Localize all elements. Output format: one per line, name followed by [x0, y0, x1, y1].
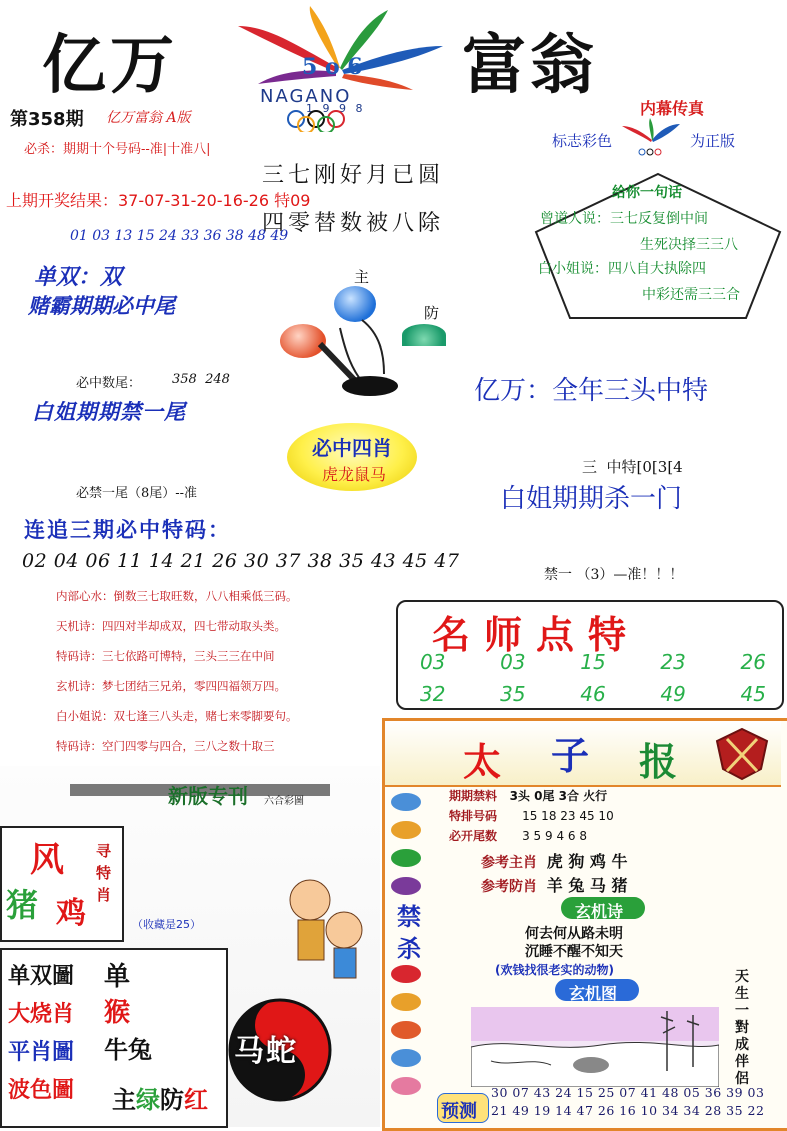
list-item: 波色圖	[8, 1078, 75, 1103]
taizi-title-1: 太	[463, 739, 502, 784]
taizi-panel	[382, 718, 787, 1131]
picture-title: 玄机图	[569, 984, 618, 1003]
poem-hint: (欢钱找很老实的动物)	[495, 963, 614, 977]
zodiac-animal-icon	[391, 993, 421, 1011]
verse-4: 玄机诗：梦七团结三兄弟，零四四福领万四。	[56, 679, 286, 693]
forbid-tail-note: 必禁一尾（8尾）--准	[76, 486, 198, 501]
must-tail-label: 必中数尾：	[76, 376, 142, 391]
poem-line-b: 沉睡不醒不知天	[525, 944, 623, 960]
ball-stand-icon	[300, 314, 400, 398]
taizi-row-2: 特排号码 15 18 23 45 10	[449, 809, 614, 823]
box-side-text: 寻特肖	[96, 842, 112, 904]
master-pick: 03	[500, 650, 526, 674]
predict-row-2: 21 49 19 14 47 26 16 10 34 34 28 35 22	[491, 1103, 765, 1118]
zodiac-animal-icon	[391, 965, 421, 983]
box-chicken: 鸡	[56, 896, 86, 931]
zodiac-animal-icon	[391, 1049, 421, 1067]
title-right: 富翁	[462, 28, 598, 103]
predict-row-1: 30 07 43 24 15 25 07 41 48 05 36 39 03	[491, 1085, 765, 1100]
list-left	[8, 958, 88, 1110]
shield-emblem-icon	[711, 725, 773, 781]
master-picks-row-2	[420, 682, 766, 706]
pentagon-line-1: 曾道人说：三七反复倒中间	[540, 211, 708, 227]
green-ball	[402, 324, 446, 346]
must-tail-slogan: 白姐期期禁一尾	[32, 400, 186, 424]
riddle-picture	[471, 1007, 719, 1087]
color-main: 主	[112, 1086, 136, 1114]
poem-line-1: 三七刚好月已圆	[262, 163, 445, 188]
odd-even-line-2: 赌霸期期必中尾	[28, 294, 175, 318]
color-guard: 防	[160, 1086, 184, 1114]
predict-label: 预测	[441, 1101, 477, 1122]
center-monkey: 猴	[104, 998, 131, 1028]
mini-logo-icon	[620, 118, 684, 158]
odd-even-line-1: 单双：双	[34, 265, 123, 290]
master-pick: 26	[740, 650, 766, 674]
master-pick: 23	[660, 650, 686, 674]
verse-1: 内部心水：倒数三七取旺数，八八相乘低三码。	[56, 589, 298, 603]
pentagon-line-3: 白小姐说：四八自大执除四	[538, 261, 706, 277]
three-note: 三 中特[0[3[4	[582, 458, 683, 476]
taizi-row-1: 期期禁料 3头 0尾 3合 火行	[449, 789, 608, 803]
right-vertical-text: 天生一對成伴侶	[735, 969, 749, 1087]
fax-title: 内幕传真	[640, 99, 705, 118]
three-issues-title: 连追三期必中特码：	[24, 518, 231, 542]
taizi-title-3: 报	[639, 739, 678, 784]
list-item: 大烧肖	[8, 1002, 75, 1027]
zodiac-animal-icon	[391, 877, 421, 895]
svg-text:5 o 6: 5 o 6	[302, 54, 363, 80]
master-pick: 46	[580, 682, 606, 706]
last-result: 上期开奖结果：37-07-31-20-16-26 特09	[6, 191, 311, 210]
master-pick: 49	[660, 682, 686, 706]
verse-6: 特码诗：空门四零与四合，三八之数十取三	[56, 739, 275, 753]
list-item: 单双圖	[8, 964, 75, 989]
four-zodiac-title: 必中四肖	[312, 436, 392, 460]
pentagon-line-4: 中彩还需三三合	[642, 287, 740, 303]
master-picks-row-1	[420, 650, 766, 674]
must-tail-values: 358 248	[172, 372, 230, 387]
ball-main-label: 主	[354, 268, 370, 286]
kill-door: 白姐期期杀一门	[500, 484, 683, 514]
box-wind: 风	[30, 840, 64, 880]
master-pick: 03	[420, 650, 446, 674]
nagano-logo	[228, 6, 450, 132]
fax-right: 为正版	[690, 132, 736, 150]
three-issues-numbers: 02 04 06 11 14 21 26 30 37 38 35 43 45 47	[22, 550, 460, 572]
issue-note: 必杀：期期十个号码--准|十准八|	[24, 142, 211, 157]
weight-note: （收藏是25）	[132, 918, 201, 931]
side-vertical-text: 禁杀	[397, 903, 421, 963]
box-pig: 猪	[6, 886, 39, 924]
forbid-one: 禁一 （3）—准！！！	[544, 567, 684, 583]
poem-line-2: 四零替数被八除	[262, 211, 445, 236]
master-pick: 45	[740, 682, 766, 706]
poem-line-a: 何去何从路未明	[525, 926, 623, 942]
list-item: 平肖圖	[8, 1040, 75, 1065]
color-green: 绿	[136, 1086, 160, 1114]
verse-2: 天机诗：四四对半却成双，四七带动取头类。	[56, 619, 286, 633]
cartoon-figures-icon	[270, 870, 370, 980]
color-red: 红	[184, 1086, 208, 1114]
zodiac-animal-icon	[391, 793, 421, 811]
pentagon-line-2: 生死决择三三八	[640, 237, 738, 253]
numbers-row-1: 01 03 13 15 24 33 36 38 48 49	[70, 228, 289, 244]
ball-guard-label: 防	[424, 304, 440, 322]
zodiac-animal-icon	[391, 849, 421, 867]
taizi-title-2: 子	[551, 733, 590, 778]
circle-text: 马蛇	[234, 1034, 298, 1069]
center-ox-rabbit: 牛兔	[104, 1036, 152, 1064]
fax-left: 标志彩色	[552, 132, 613, 150]
master-pick: 35	[500, 682, 526, 706]
verse-3: 特码诗：三七依路可博特，三头三三在中间	[56, 649, 275, 663]
taizi-row-3: 必开尾数 3 5 9 4 6 8	[449, 829, 587, 843]
pentagon-box	[532, 170, 784, 322]
yiwan-slogan: 亿万：全年三头中特	[474, 376, 709, 406]
zodiac-animal-icon	[391, 1021, 421, 1039]
logo-year: 1 9 9 8	[306, 102, 366, 115]
olympic-rings-icon	[278, 110, 398, 132]
master-pick: 15	[580, 650, 606, 674]
master-pick: 32	[420, 682, 446, 706]
title-left: 亿万	[42, 28, 178, 103]
logo-text: NAGANO	[260, 86, 352, 107]
verse-5: 白小姐说：双七逢三八头走，赌七来零脚要句。	[56, 709, 298, 723]
center-single: 单	[104, 962, 131, 992]
taizi-row-5: 参考防肖 羊 兔 马 猪	[481, 876, 628, 895]
zodiac-animal-icon	[391, 1077, 421, 1095]
taizi-row-4: 参考主肖 虎 狗 鸡 牛	[481, 852, 628, 871]
four-zodiac-values: 虎龙鼠马	[322, 465, 387, 484]
new-edition-sub: 六合彩圖	[264, 796, 304, 807]
pentagon-title: 给你一句话	[612, 185, 682, 201]
issue-stamp: 亿万富翁 A版	[106, 110, 191, 126]
color-line	[112, 1080, 208, 1115]
zodiac-animal-icon	[391, 821, 421, 839]
poem-title: 玄机诗	[575, 902, 624, 921]
issue-label: 第358期	[10, 109, 84, 130]
new-edition-banner: 新版专刊	[168, 784, 248, 808]
master-picks-title: 名师点特	[432, 612, 641, 657]
